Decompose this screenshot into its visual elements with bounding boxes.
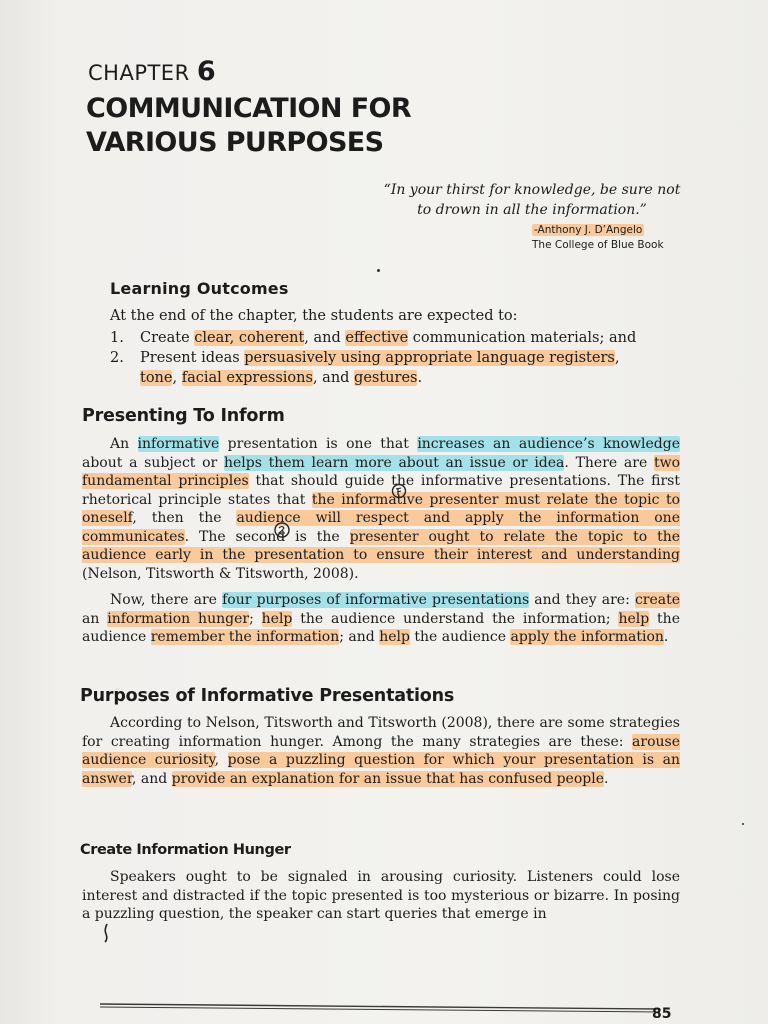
purposes-heading: Purposes of Informative Presentations bbox=[80, 686, 455, 706]
list-item: 2. Present ideas persuasively using appropriate language registers, tone, facial expressions, and gestures. bbox=[110, 350, 620, 386]
learning-outcomes-heading: Learning Outcomes bbox=[110, 279, 289, 298]
presenting-paragraph-1: An informative presentation is one that increases an audience’s knowledge about a subject or helps them learn more about an issue or idea. There are two fundamental principles that should guide the informative presentations. The first rhetorical principle states that the informative presenter must relate the topic to oneself, then the audience will respect and apply the information one communicates. The second is the presenter ought to relate the topic to the audience early in the presentation to ensure their interest and understanding (Nelson, Titsworth & Titsworth, 2008). bbox=[82, 436, 680, 582]
chapter-title-line-2: VARIOUS PURPOSES bbox=[86, 127, 384, 158]
chapter-title bbox=[86, 92, 546, 160]
quote-line-2: to drown in all the information.” bbox=[417, 202, 647, 218]
footer-rule bbox=[100, 1003, 660, 1013]
purposes-paragraph: According to Nelson, Titsworth and Titsworth (2008), there are some strategies for creating information hunger. Among the many strategies are these: arouse audience curiosity, pose a puzzling question for which your presentation is an answer, and provide an explanation for an issue that has confused people. bbox=[82, 715, 680, 787]
chapter-title-line-1: COMMUNICATION FOR bbox=[86, 93, 412, 124]
presenting-heading: Presenting To Inform bbox=[82, 406, 285, 426]
hunger-heading: Create Information Hunger bbox=[80, 842, 291, 858]
speck bbox=[377, 269, 380, 272]
list-item: 1. Create clear, coherent, and effective communication materials; and bbox=[110, 330, 637, 346]
epigraph-attribution bbox=[532, 223, 692, 253]
highlight: clear, coherent bbox=[194, 330, 305, 346]
epigraph-quote bbox=[372, 180, 692, 220]
highlight: persuasively using appropriate language registers bbox=[244, 350, 615, 366]
chapter-word: CHAPTER bbox=[88, 61, 190, 85]
pen-mark-circle-2 bbox=[272, 520, 292, 540]
learning-outcomes-list bbox=[110, 328, 680, 388]
chapter-number: 6 bbox=[196, 56, 217, 87]
quote-author: -Anthony J. D’Angelo bbox=[534, 224, 643, 236]
hunger-paragraph: Speakers ought to be signaled in arousing curiosity. Listeners could lose interest and distracted if the topic presented is too mysterious or bizarre. In posing a puzzling question, the speaker can start queries that emerge in bbox=[82, 869, 680, 922]
quote-source: The College of Blue Book bbox=[532, 239, 664, 251]
highlight: effective bbox=[345, 330, 409, 346]
speck bbox=[742, 823, 744, 825]
presenting-paragraph-2: Now, there are four purposes of informative presentations and they are: create an information hunger; help the audience understand the information; help the audience remember the information; and help the audience apply the information. bbox=[82, 592, 681, 645]
quote-line-1: “In your thirst for knowledge, be sure not bbox=[383, 182, 681, 198]
chapter-label bbox=[88, 56, 216, 87]
pen-mark-circle-1 bbox=[390, 482, 408, 500]
highlight: facial expressions bbox=[181, 370, 313, 386]
page-number: 85 bbox=[652, 1006, 672, 1022]
learning-outcomes-intro: At the end of the chapter, the students are expected to: bbox=[110, 308, 518, 324]
highlight: tone bbox=[140, 370, 173, 386]
pen-squiggle-mark bbox=[100, 922, 114, 944]
highlight: gestures bbox=[354, 370, 418, 386]
